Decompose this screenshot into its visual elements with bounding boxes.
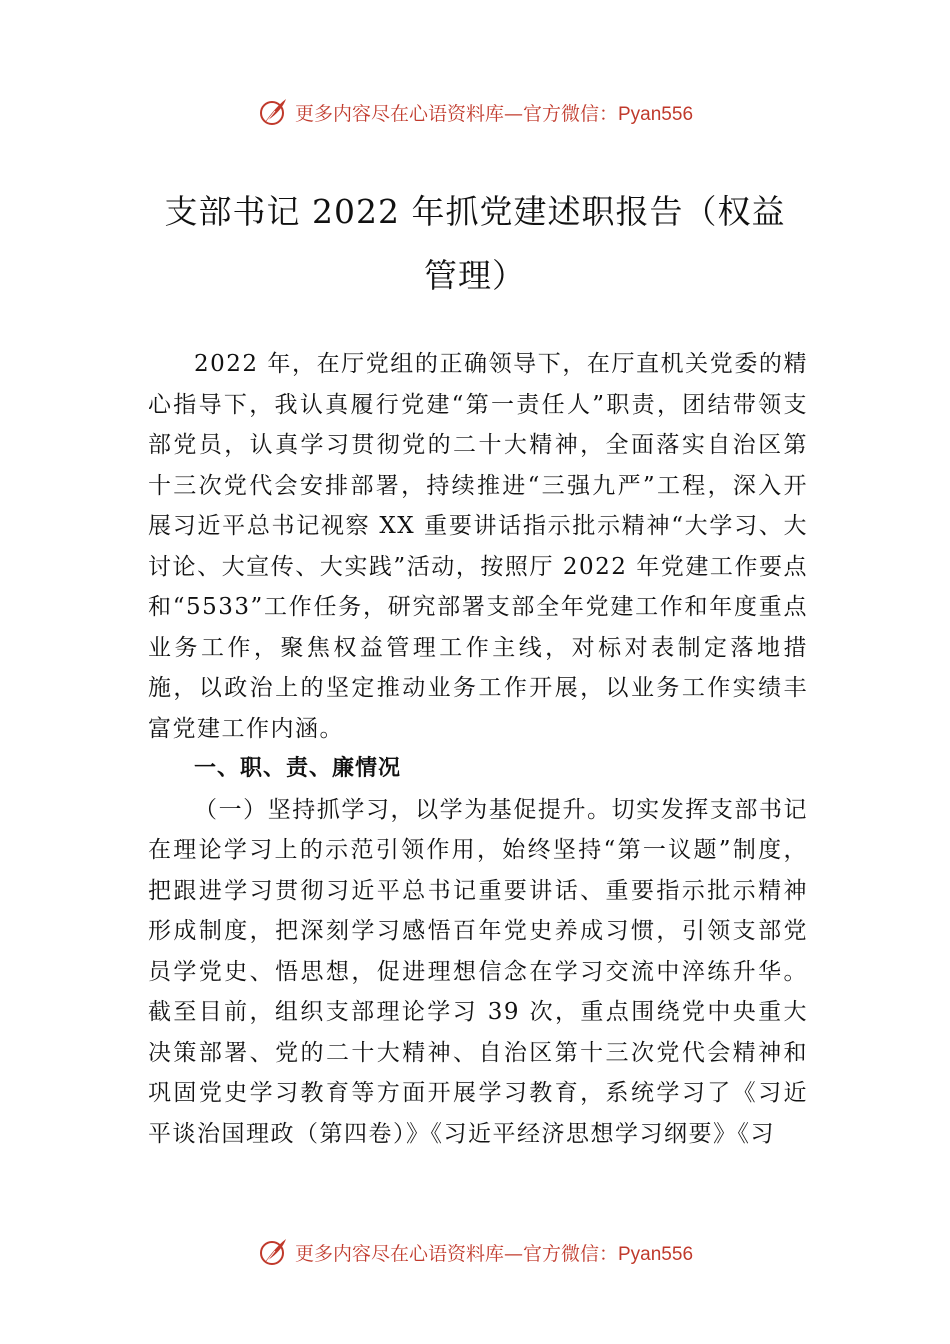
quill-pen-logo-icon xyxy=(257,96,289,128)
watermark-wechat-id: Pyan556 xyxy=(618,103,694,125)
watermark-label: 更多内容尽在心语资料库—官方微信： xyxy=(294,1242,618,1265)
footer-watermark-banner xyxy=(0,1232,950,1272)
intro-paragraph: 2022 年，在厅党组的正确领导下，在厅直机关党委的精心指导下，我认真履行党建“第一责任人”职责，团结带领支部党员，认真学习贯彻党的二十大精神，全面落实自治区第十三次党代会安排部署，持续推进“三强九严”工程，深入开展习近平总书记视察 XX 重要讲话指示批示精神“大学习、大讨论、大宣传、大实践”活动，按照厅 2022 年党建工作要点和“5533”工作任务，研究部署支部全年党建工作和年度重点业务工作，聚焦权益管理工作主线，对标对表制定落地措施，以政治上的坚定推动业务工作开展，以业务工作实绩丰富党建工作内涵。 xyxy=(148,351,808,742)
watermark-label: 更多内容尽在心语资料库—官方微信： xyxy=(294,102,618,125)
section-heading: 一、职、责、廉情况 xyxy=(194,756,402,781)
document-title xyxy=(140,180,810,308)
watermark-wechat-id: Pyan556 xyxy=(618,1243,694,1265)
header-watermark-banner xyxy=(0,92,950,132)
quill-pen-logo-icon xyxy=(257,1236,289,1268)
section-paragraph: （一）坚持抓学习，以学为基促提升。切实发挥支部书记在理论学习上的示范引领作用，始终坚持“第一议题”制度，把跟进学习贯彻习近平总书记重要讲话、重要指示批示精神形成制度，把深刻学习感悟百年党史养成习惯，引领支部党员学党史、悟思想，促进理想信念在学习交流中淬练升华。截至目前，组织支部理论学习 39 次，重点围绕党中央重大决策部署、党的二十大精神、自治区第十三次党代会精神和巩固党史学习教育等方面开展学习教育，系统学习了《习近平谈治国理政（第四卷）》《习近平经济思想学习纲要》《习 xyxy=(148,796,808,1147)
document-body xyxy=(148,344,808,1154)
title-line-1: 支部书记 2022 年抓党建述职报告（权益 xyxy=(164,192,786,231)
watermark-text xyxy=(295,99,693,126)
title-line-2: 管理） xyxy=(424,256,526,295)
watermark-text xyxy=(295,1239,693,1266)
